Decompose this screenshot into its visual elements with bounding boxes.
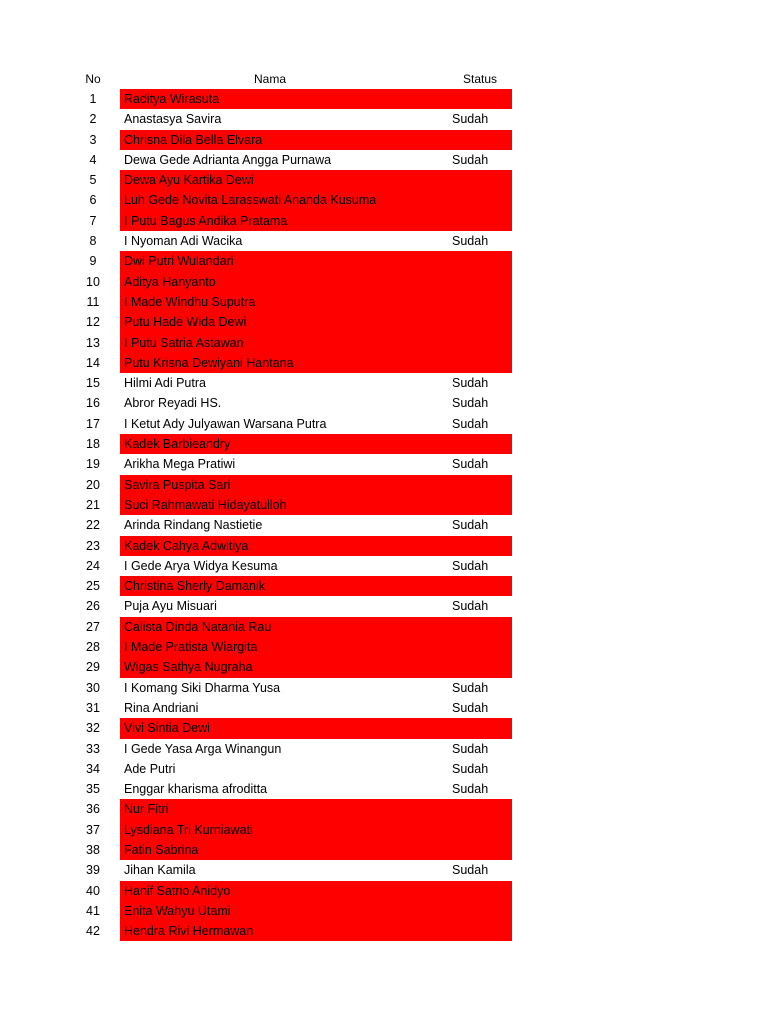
row-fill — [120, 739, 512, 759]
row-name: Hendra Rivi Hermawan — [124, 924, 254, 939]
row-fill — [120, 678, 512, 698]
row-fill — [120, 657, 512, 677]
row-fill — [120, 718, 512, 738]
table-row — [66, 596, 512, 616]
row-number: 40 — [86, 883, 100, 898]
row-fill — [120, 596, 512, 616]
table-row — [66, 536, 512, 556]
row-fill — [120, 475, 512, 495]
row-name: I Gede Yasa Arga Winangun — [124, 741, 282, 756]
row-name: Fatin Sabrina — [124, 842, 199, 857]
row-number: 26 — [86, 599, 100, 614]
table-row — [66, 718, 512, 738]
row-name: I Ketut Ady Julyawan Warsana Putra — [124, 416, 327, 431]
row-number: 16 — [86, 396, 100, 411]
table-row — [66, 739, 512, 759]
row-fill — [120, 881, 512, 901]
row-fill — [120, 454, 512, 474]
row-name: Hanif Satrio Anidyo — [124, 883, 231, 898]
row-name: Anastasya Savira — [124, 112, 222, 127]
row-name: I Made Windhu Suputra — [124, 294, 256, 309]
row-fill — [120, 820, 512, 840]
row-fill — [120, 333, 512, 353]
row-fill — [120, 170, 512, 190]
row-status: Sudah — [452, 599, 489, 614]
row-name: Dwi Putri Wulandari — [124, 254, 234, 269]
row-number: 29 — [86, 660, 100, 675]
table-row — [66, 495, 512, 515]
row-number: 22 — [86, 518, 100, 533]
row-number: 17 — [86, 416, 100, 431]
row-number: 11 — [86, 294, 100, 309]
row-number: 39 — [86, 863, 100, 878]
row-status: Sudah — [452, 782, 489, 797]
header-status: Status — [462, 71, 498, 86]
row-name: Aditya Hanyanto — [124, 274, 216, 289]
row-number: 41 — [86, 903, 100, 918]
row-status: Sudah — [452, 112, 489, 127]
row-name: I Nyoman Adi Wacika — [124, 234, 243, 249]
table-row — [66, 109, 512, 129]
row-status: Sudah — [452, 152, 489, 167]
row-fill — [120, 495, 512, 515]
table-row — [66, 779, 512, 799]
row-name: I Putu Satria Astawan — [124, 335, 244, 350]
row-name: Jihan Kamila — [124, 863, 196, 878]
row-fill — [120, 921, 512, 941]
table-row — [66, 454, 512, 474]
row-fill — [120, 901, 512, 921]
table-row — [66, 292, 512, 312]
table-row — [66, 637, 512, 657]
row-status: Sudah — [452, 680, 489, 695]
row-name: Christina Sherly Damanik — [124, 579, 266, 594]
row-number: 32 — [86, 721, 100, 736]
table-row — [66, 434, 512, 454]
row-name: Dewa Gede Adrianta Angga Purnawa — [124, 152, 332, 167]
table-row — [66, 190, 512, 210]
row-status: Sudah — [452, 234, 489, 249]
row-name: Abror Reyadi HS. — [124, 396, 222, 411]
row-name: Kadek Cahya Adwitiya — [124, 538, 249, 553]
row-fill — [120, 373, 512, 393]
row-fill — [120, 251, 512, 271]
table-row — [66, 820, 512, 840]
row-number: 36 — [86, 802, 100, 817]
row-fill — [120, 759, 512, 779]
row-fill — [120, 617, 512, 637]
row-fill — [120, 312, 512, 332]
row-number: 18 — [86, 437, 100, 452]
table-row — [66, 840, 512, 860]
table-row — [66, 759, 512, 779]
row-number: 4 — [89, 152, 97, 167]
row-name: Arikha Mega Pratiwi — [124, 457, 236, 472]
table-row — [66, 89, 512, 109]
row-fill — [120, 130, 512, 150]
row-number: 8 — [89, 234, 97, 249]
table-body — [66, 89, 512, 941]
table-row — [66, 901, 512, 921]
row-fill — [120, 860, 512, 880]
row-number: 14 — [86, 355, 100, 370]
row-number: 12 — [86, 315, 100, 330]
row-number: 5 — [89, 173, 97, 188]
row-fill — [120, 231, 512, 251]
table-row — [66, 373, 512, 393]
row-fill — [120, 393, 512, 413]
row-number: 3 — [89, 132, 97, 147]
row-fill — [120, 536, 512, 556]
table-row — [66, 312, 512, 332]
row-number: 37 — [86, 822, 100, 837]
row-number: 21 — [86, 497, 100, 512]
row-number: 35 — [86, 782, 100, 797]
row-status: Sudah — [452, 396, 489, 411]
header-row — [66, 69, 512, 89]
row-number: 7 — [89, 213, 97, 228]
table-row — [66, 799, 512, 819]
row-name: Putu Krisna Dewiyani Hantana — [124, 355, 294, 370]
row-name: Ade Putri — [124, 761, 176, 776]
table-row — [66, 130, 512, 150]
row-status: Sudah — [452, 863, 489, 878]
row-number: 33 — [86, 741, 100, 756]
row-number: 13 — [86, 335, 100, 350]
row-fill — [120, 211, 512, 231]
row-fill — [120, 576, 512, 596]
row-name: Nur Fitri — [124, 802, 169, 817]
table-row — [66, 881, 512, 901]
table-row — [66, 251, 512, 271]
row-name: Dewa Ayu Kartika Dewi — [124, 173, 254, 188]
row-status: Sudah — [452, 761, 489, 776]
row-number: 23 — [86, 538, 100, 553]
row-status: Sudah — [452, 376, 489, 391]
row-number: 9 — [89, 254, 97, 269]
row-number: 38 — [86, 842, 100, 857]
row-number: 27 — [86, 619, 100, 634]
row-number: 24 — [86, 558, 100, 573]
table-row — [66, 657, 512, 677]
table-row — [66, 150, 512, 170]
table-row — [66, 393, 512, 413]
row-number: 6 — [89, 193, 97, 208]
row-name: Kadek Barbieandry — [124, 437, 231, 452]
row-number: 31 — [86, 700, 100, 715]
row-name: I Putu Bagus Andika Pratama — [124, 213, 288, 228]
row-fill — [120, 190, 512, 210]
row-status: Sudah — [452, 518, 489, 533]
header-no: No — [85, 71, 101, 86]
row-name: Rina Andriani — [124, 700, 199, 715]
table-row — [66, 576, 512, 596]
table-row — [66, 678, 512, 698]
row-number: 15 — [86, 376, 100, 391]
row-fill — [120, 414, 512, 434]
row-number: 34 — [86, 761, 100, 776]
row-name: Enita Wahyu Utami — [124, 903, 231, 918]
row-number: 25 — [86, 579, 100, 594]
table-row — [66, 617, 512, 637]
row-fill — [120, 89, 512, 109]
table-row — [66, 231, 512, 251]
row-fill — [120, 515, 512, 535]
attendance-sheet — [66, 69, 512, 941]
table-row — [66, 921, 512, 941]
row-name: Savira Puspita Sari — [124, 477, 231, 492]
table-row — [66, 272, 512, 292]
row-status: Sudah — [452, 558, 489, 573]
row-name: Arinda Rindang Nastietie — [124, 518, 263, 533]
table-row — [66, 698, 512, 718]
row-name: Vivi Sintia Dewi — [124, 721, 210, 736]
row-status: Sudah — [452, 457, 489, 472]
row-fill — [120, 556, 512, 576]
table-row — [66, 170, 512, 190]
row-fill — [120, 150, 512, 170]
row-number: 28 — [86, 640, 100, 655]
row-name: I Gede Arya Widya Kesuma — [124, 558, 278, 573]
table-row — [66, 353, 512, 373]
row-fill — [120, 292, 512, 312]
row-fill — [120, 840, 512, 860]
row-name: Puja Ayu Misuari — [124, 599, 217, 614]
row-name: Calista Dinda Natania Rau — [124, 619, 272, 634]
row-number: 30 — [86, 680, 100, 695]
row-name: Luh Gede Novita Larasswati Ananda Kusuma — [124, 193, 377, 208]
row-number: 2 — [89, 112, 97, 127]
row-fill — [120, 637, 512, 657]
row-status: Sudah — [452, 700, 489, 715]
table-row — [66, 475, 512, 495]
table-row — [66, 556, 512, 576]
row-fill — [120, 779, 512, 799]
row-name: Raditya Wirasuta — [124, 92, 220, 106]
row-fill — [120, 353, 512, 373]
row-name: Wigas Sathya Nugraha — [124, 660, 253, 675]
row-number: 19 — [86, 457, 100, 472]
row-fill — [120, 109, 512, 129]
row-name: Chrisna Dila Bella Elvara — [124, 132, 263, 147]
row-name: Hilmi Adi Putra — [124, 376, 206, 391]
row-name: Enggar kharisma afroditta — [124, 782, 268, 797]
row-name: I Komang Siki Dharma Yusa — [124, 680, 281, 695]
row-name: Lysdiana Tri Kurniawati — [124, 822, 253, 837]
table-row — [66, 515, 512, 535]
table-row — [66, 414, 512, 434]
row-fill — [120, 799, 512, 819]
row-fill — [120, 272, 512, 292]
table-row — [66, 860, 512, 880]
row-number: 1 — [89, 92, 97, 106]
row-number: 42 — [86, 924, 100, 939]
header-name: Nama — [253, 71, 286, 86]
row-status: Sudah — [452, 416, 489, 431]
row-name: Suci Rahmawati Hidayatulloh — [124, 497, 287, 512]
table-row — [66, 211, 512, 231]
row-number: 20 — [86, 477, 100, 492]
row-name: Putu Hade Wida Dewi — [124, 315, 247, 330]
table-row — [66, 333, 512, 353]
row-name: I Made Pratista Wiargita — [124, 640, 258, 655]
row-fill — [120, 434, 512, 454]
row-number: 10 — [86, 274, 100, 289]
row-status: Sudah — [452, 741, 489, 756]
row-fill — [120, 698, 512, 718]
